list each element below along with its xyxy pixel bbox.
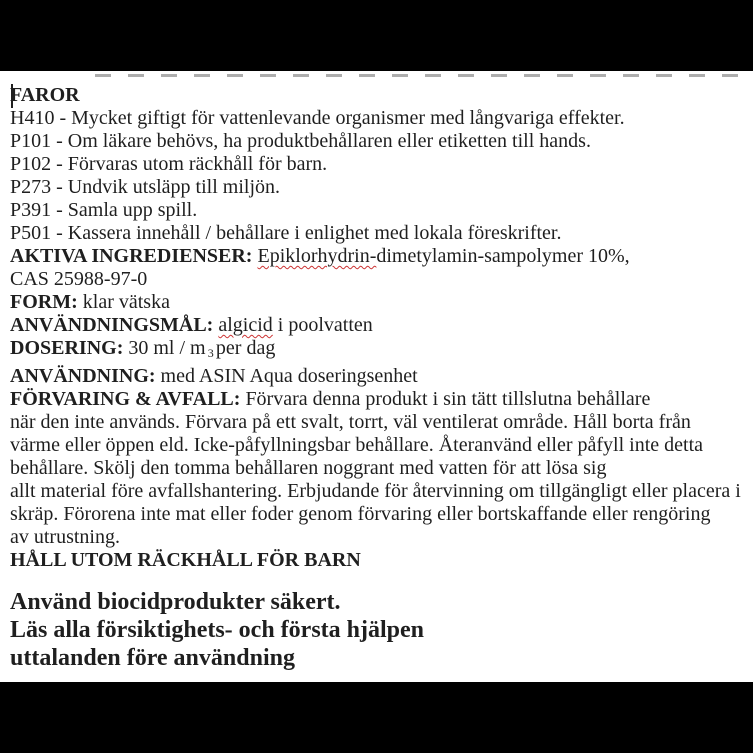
usage-purpose-value: i poolvatten [272,314,373,336]
safety-notice-line: uttalanden före användning [10,645,295,671]
bottom-black-bar [0,682,753,753]
active-ingredients-line [10,245,753,268]
dosage-line [10,337,753,365]
top-bar-perforation [95,74,753,77]
storage-continuation-line: av utrustning. [10,526,120,548]
usage-purpose-line [10,314,753,337]
dosage-subscript: 3 [207,346,214,360]
storage-continuation-line: värme eller öppen eld. Icke-påfyllningsbar behållare. Återanvänd eller påfyll inte detta [10,434,704,456]
usage-value: med ASIN Aqua doseringsenhet [160,365,418,387]
document-text[interactable] [10,84,753,672]
form-label: FORM: [10,291,78,313]
precaution-p101: P101 - Om läkare behövs, ha produktbehållaren eller etiketten till hands. [10,130,591,152]
storage-continuation-line: när den inte används. Förvara på ett svalt, torrt, väl ventilerat område. Håll borta från [10,411,691,433]
safety-notice-line: Använd biocidprodukter säkert. [10,589,341,615]
active-ingredients-value: dimetylamin-sampolymer 10%, [376,245,630,267]
storage-continuation-line: allt material före avfallshantering. Erbjudande för återvinning om tillgängligt eller placera i [10,480,741,502]
misspelled-word: algicid [218,314,273,336]
cas-number-line: CAS 25988-97-0 [10,268,148,290]
dosage-value: 30 ml / m [128,337,206,359]
top-black-bar [0,0,753,71]
hazard-title: FAROR [10,84,80,106]
usage-line [10,365,753,388]
safety-notice [10,588,753,672]
form-line [10,291,753,314]
storage-disposal-line [10,388,753,411]
precaution-p501: P501 - Kassera innehåll / behållare i enlighet med lokala föreskrifter. [10,222,562,244]
usage-label: ANVÄNDNING: [10,365,156,387]
storage-disposal-label: FÖRVARING & AVFALL: [10,388,241,410]
storage-disposal-value: Förvara denna produkt i sin tätt tillslutna behållare [245,388,651,410]
misspelled-word: Epiklorhydrin- [257,245,377,267]
precaution-p391: P391 - Samla upp spill. [10,199,198,221]
storage-continuation-line: behållare. Skölj den tomma behållaren noggrant med vatten för att lösa sig [10,457,607,479]
safety-notice-line: Läs alla försiktighets- och första hjälpen [10,617,424,643]
hazard-statement-h410: H410 - Mycket giftigt för vattenlevande organismer med långvariga effekter. [10,107,625,129]
dosage-label: DOSERING: [10,337,124,359]
usage-purpose-label: ANVÄNDNINGSMÅL: [10,314,214,336]
form-value: klar vätska [82,291,170,313]
precaution-p102: P102 - Förvaras utom räckhåll för barn. [10,153,328,175]
active-ingredients-label: AKTIVA INGREDIENSER: [10,245,253,267]
precaution-p273: P273 - Undvik utsläpp till miljön. [10,176,281,198]
storage-continuation-line: skräp. Förorena inte mat eller foder genom förvaring eller bortskaffande eller rengöring [10,503,711,525]
dosage-value-after: per dag [215,337,276,359]
keep-away-from-children-line: HÅLL UTOM RÄCKHÅLL FÖR BARN [10,549,361,571]
